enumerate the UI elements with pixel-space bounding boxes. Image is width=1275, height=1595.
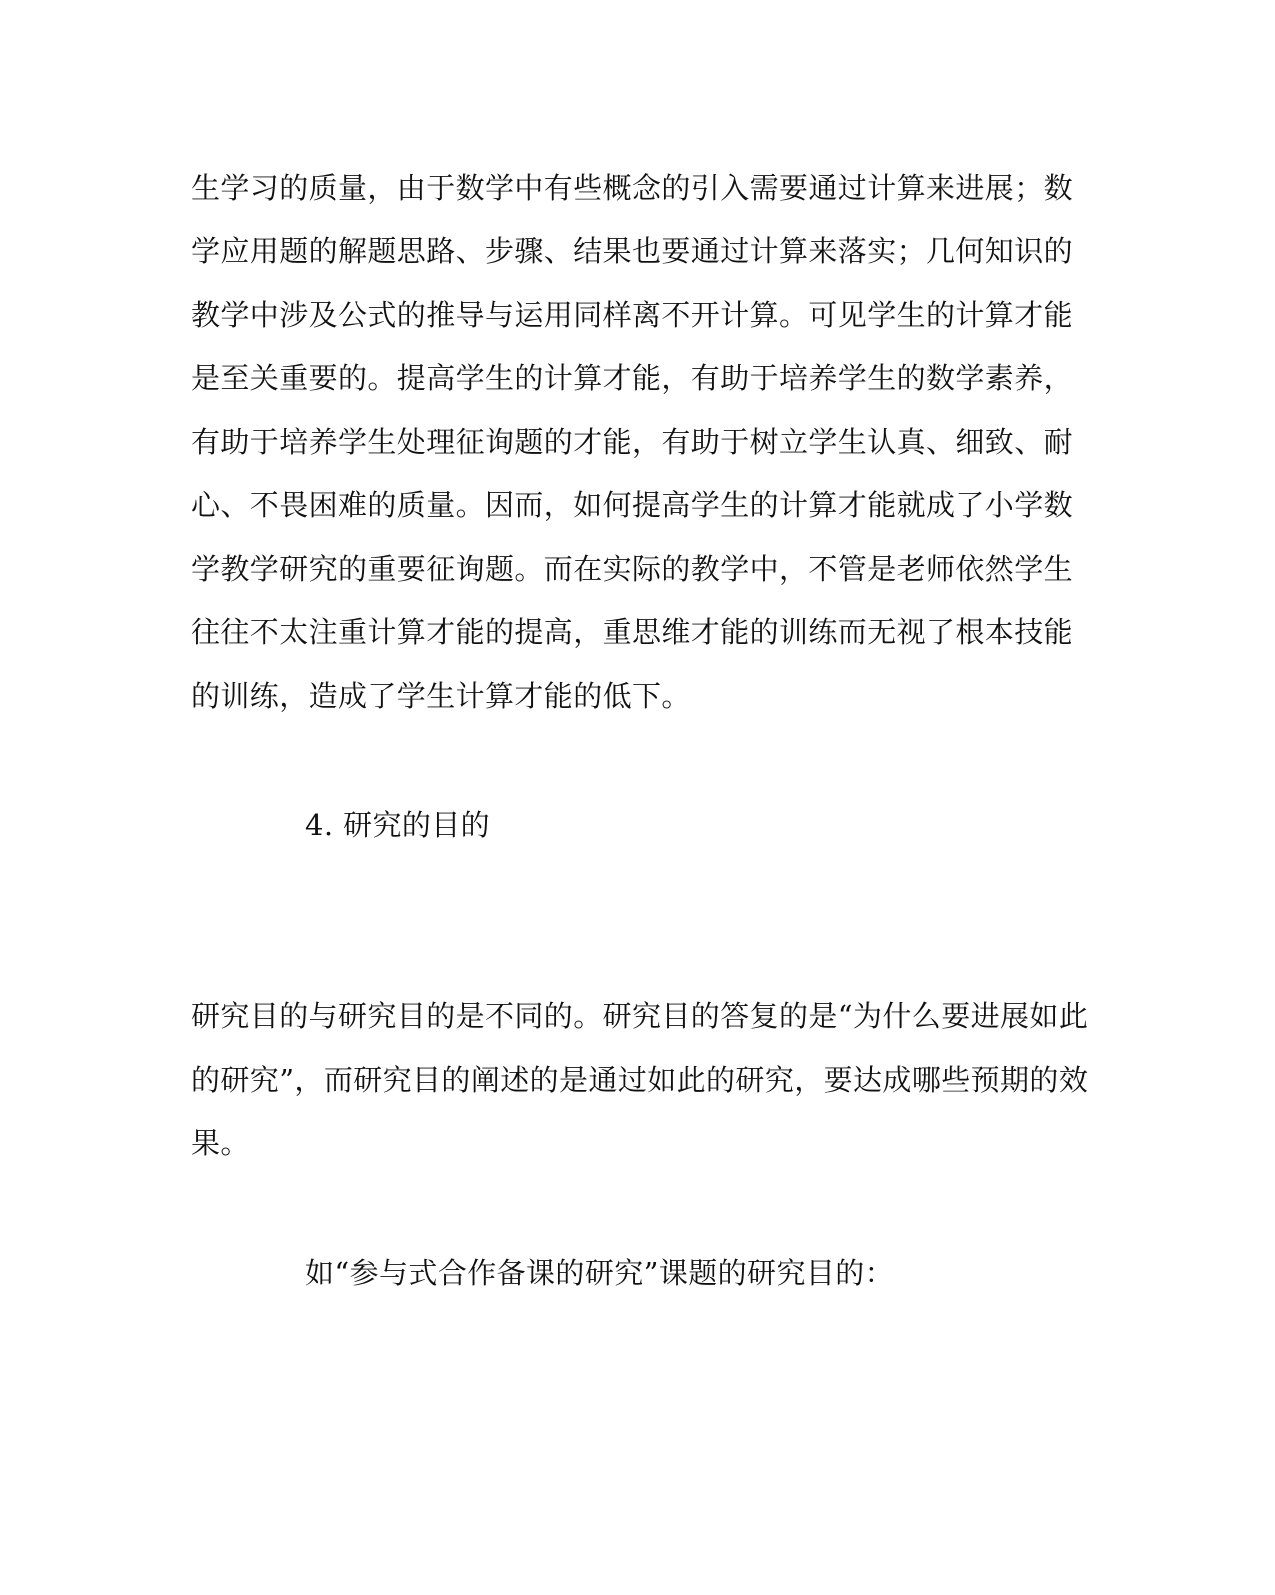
paragraph-line: 果。 [191, 1126, 250, 1160]
section-heading: 4. 研究的目的 [305, 808, 491, 842]
paragraph-line: 学应用题的解题思路、步骤、结果也要通过计算来落实；几何知识的 [191, 234, 1074, 268]
paragraph-line: 的研究”，而研究目的阐述的是通过如此的研究，要达成哪些预期的效 [191, 1063, 1089, 1097]
paragraph-line: 研究目的与研究目的是不同的。研究目的答复的是“为什么要进展如此 [191, 999, 1089, 1033]
paragraph-line: 的训练，造成了学生计算才能的低下。 [191, 679, 691, 713]
example-line: 如“参与式合作备课的研究”课题的研究目的： [305, 1256, 895, 1290]
paragraph-line: 心、不畏困难的质量。因而，如何提高学生的计算才能就成了小学数 [191, 488, 1074, 522]
paragraph-line: 教学中涉及公式的推导与运用同样离不开计算。可见学生的计算才能 [191, 298, 1074, 332]
paragraph-line: 生学习的质量，由于数学中有些概念的引入需要通过计算来进展；数 [191, 171, 1074, 205]
paragraph-line: 往往不太注重计算才能的提高，重思维才能的训练而无视了根本技能 [191, 615, 1074, 649]
paragraph-line: 有助于培养学生处理征询题的才能，有助于树立学生认真、细致、耐 [191, 425, 1074, 459]
paragraph-line: 是至关重要的。提高学生的计算才能，有助于培养学生的数学素养， [191, 361, 1074, 395]
paragraph-line: 学教学研究的重要征询题。而在实际的教学中，不管是老师依然学生 [191, 552, 1074, 586]
